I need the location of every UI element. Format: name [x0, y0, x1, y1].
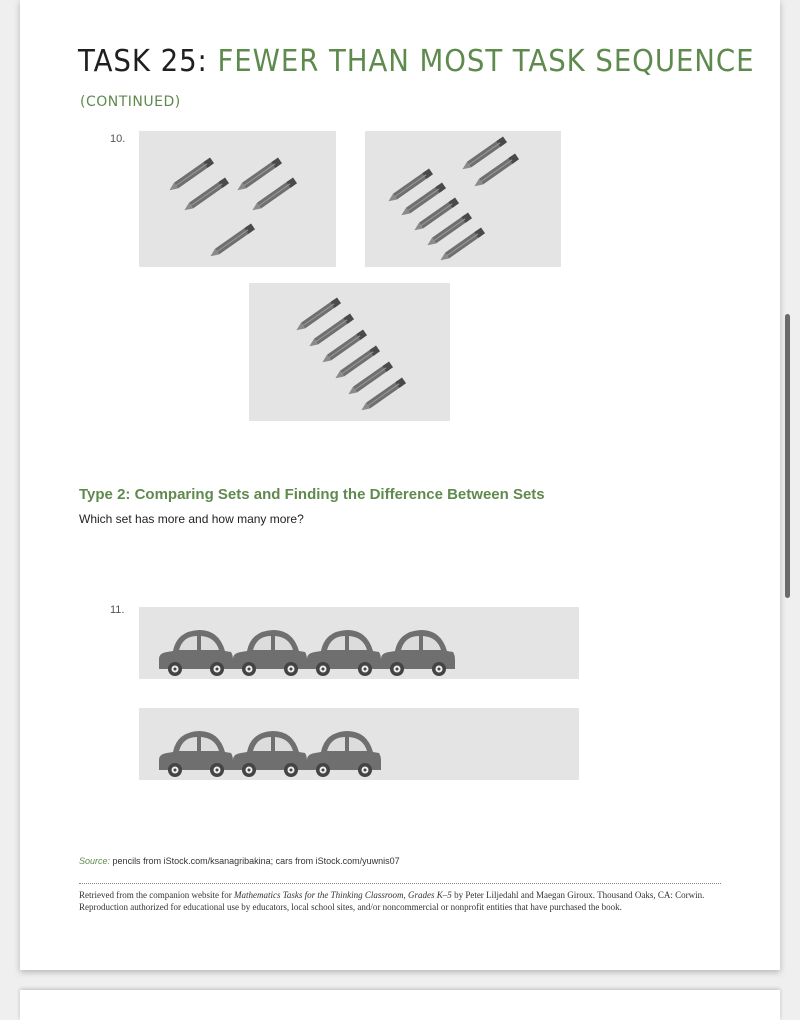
pencil-group-c	[249, 283, 450, 421]
pencil-set-b	[365, 131, 561, 267]
car-group-a	[139, 607, 579, 679]
car-group-b	[139, 708, 579, 780]
car-set-a	[139, 607, 579, 679]
credit-book-title: Mathematics Tasks for the Thinking Classroom, Grades K–5	[233, 890, 452, 900]
section-heading: Type 2: Comparing Sets and Finding the Difference Between Sets	[79, 486, 545, 503]
pencil-icon	[208, 224, 255, 260]
pencil-set-c	[249, 283, 450, 421]
source-text: pencils from iStock.com/ksanagribakina; cars from iStock.com/yuwnis07	[112, 856, 400, 866]
car-icon	[233, 731, 307, 777]
pencil-group-b	[365, 131, 561, 267]
car-icon	[307, 731, 381, 777]
problem-number-11: 11.	[110, 604, 125, 616]
page-title	[78, 44, 754, 79]
car-icon	[233, 630, 307, 676]
car-icon	[381, 630, 455, 676]
credit-suffix: by Peter Liljedahl and Maegan Giroux. Thousand Oaks, CA: Corwin. Reproduction authorized for educational use by educators, local school sites, and/or noncommercial or nonprofit entities that have purchased the book.	[79, 890, 705, 912]
pencil-icon	[250, 178, 297, 214]
pencil-group-a	[139, 131, 336, 267]
pencil-icon	[182, 178, 229, 214]
source-note	[79, 856, 400, 866]
task-number: TASK 25:	[78, 44, 208, 79]
scrollbar-thumb[interactable]	[785, 314, 790, 598]
task-name: FEWER THAN MOST TASK SEQUENCE	[217, 44, 755, 79]
car-icon	[307, 630, 381, 676]
pencil-icon	[235, 158, 282, 194]
continued-label: (CONTINUED)	[80, 94, 181, 110]
section-question: Which set has more and how many more?	[79, 512, 304, 526]
pencil-set-a	[139, 131, 336, 267]
problem-number-10: 10.	[110, 133, 126, 145]
credit-prefix: Retrieved from the companion website for	[79, 890, 234, 900]
car-icon	[159, 630, 233, 676]
document-page	[20, 0, 780, 970]
pencil-icon	[167, 158, 214, 194]
source-label: Source:	[79, 856, 111, 866]
next-page	[20, 990, 780, 1020]
credit-note	[79, 889, 724, 913]
footer-divider	[79, 883, 721, 884]
car-icon	[159, 731, 233, 777]
car-set-b	[139, 708, 579, 780]
